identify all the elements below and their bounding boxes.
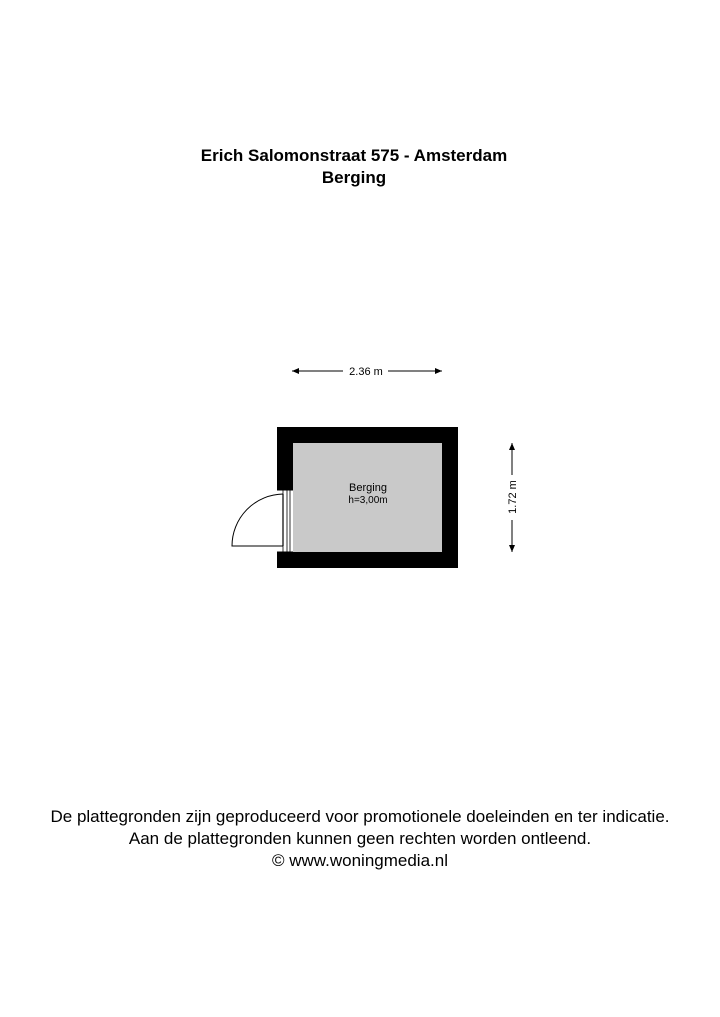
- copyright-line: © www.woningmedia.nl: [272, 851, 448, 870]
- plan-subtitle: Berging: [321, 168, 387, 187]
- plan-title: Erich Salomonstraat 575 - Amsterdam: [200, 146, 508, 165]
- width-dimension: [292, 366, 442, 378]
- disclaimer-line: De plattegronden zijn geproduceerd voor promotionele doeleinden en ter indicatie.: [50, 807, 670, 826]
- width-label: 2.36 m: [349, 366, 383, 378]
- room-name: Berging: [349, 482, 387, 494]
- depth-label: 1.72 m: [507, 480, 519, 514]
- disclaimer-line: Aan de plattegronden kunnen geen rechten worden ontleend.: [128, 829, 592, 848]
- depth-dimension: [507, 443, 519, 552]
- room-height: h=3,00m: [348, 495, 388, 506]
- door: [232, 490, 293, 552]
